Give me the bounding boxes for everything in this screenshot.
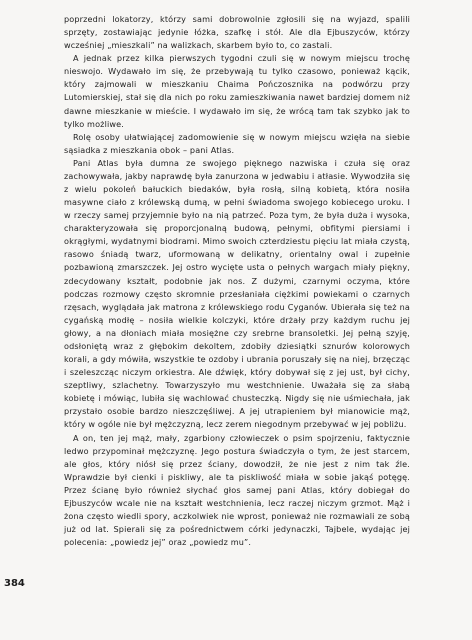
page-number: 384: [4, 578, 25, 589]
paragraph: A on, ten jej mąż, mały, zgarbiony człowieczek o psim spojrzeniu, faktycznie ledwo przypominał mężczyznę. Jego postura świadczyła o tym, że jest starcem, ale głos, który niósł się przez ściany, dowodził, że nie jest z nim tak źle. Wprawdzie był cienki i piskliwy, ale ta piskliwość miała w sobie jakąś potęgę. Przez ścianę było również słychać głos samej pani Atlas, który dobiegał do Ejbuszyców wcale nie na kształt westchnienia, lecz raczej niczym grzmot. Mąż i żona często wiedli spory, aczkolwiek nie wprost, ponieważ nie rozmawiali ze sobą już od lat. Spierali się za pośrednictwem córki jedynaczki, Tajbele, wydając jej polecenia: „powiedz jej” oraz „powiedz mu”.: [64, 432, 410, 548]
book-page-body: [64, 13, 410, 549]
paragraph: A jednak przez kilka pierwszych tygodni czuli się w nowym miejscu trochę nieswojo. Wydawało im się, że przebywają tu tylko czasowo, ponieważ kącik, który zajmowali w mieszkaniu Chaima Pończosznika na podwórzu przy Lutomierskiej, stał się dla nich po roku zamieszkiwania nawet bardziej domem niż dawne mieszkanie w mieście. I wydawało im się, że wrócą tam tak szybko jak to tylko możliwe.: [64, 53, 410, 129]
paragraph: Rolę osoby ułatwiającej zadomowienie się w nowym miejscu wzięła na siebie sąsiadka z mieszkania obok – pani Atlas.: [64, 131, 410, 155]
paragraph: poprzedni lokatorzy, którzy sami dobrowolnie zgłosili się na wyjazd, spalili sprzęty, zostawiając jedynie łóżka, szafkę i stół. Ale dla Ejbuszyców, którzy wcześniej „mieszkali” na walizkach, skarbem było to, co zastali.: [64, 14, 410, 51]
paragraph: Pani Atlas była dumna ze swojego pięknego nazwiska i czuła się oraz zachowywała, jakby naprawdę była zanurzona w jedwabiu i atłasie. Wywodziła się z wielu pokoleń bałuckich biedaków, była rosłą, silną kobietą, która nosiła masywne ciało z królewską dumą, w pełni świadoma swojego kobiecego uroku. I w rzeczy samej przyjemnie było na nią patrzeć. Poza tym, że była duża i wysoka, charakteryzowała się proporcjonalną budową, pełnymi, obfitymi piersiami i okrągłymi, wydatnymi biodrami. Mimo swoich czterdziestu pięciu lat miała czystą, rasowo śniadą twarz, uformowaną w delikatny, orientalny owal i zupełnie pozbawioną zmarszczek. Jej ostro wycięte usta o pełnych wargach miały piękny, zdecydowany kształt, podobnie jak nos. Z dużymi, czarnymi oczyma, które podczas rozmowy często skromnie przesłaniała ciężkimi powiekami o czarnych rzęsach, wyglądała jak matrona z królewskiego rodu Cyganów. Ubierała się też na cygańską modłę – nosiła wielkie kolczyki, które drżały przy każdym ruchu jej głowy, a na dłoniach miała mosiężne czy srebrne bransoletki. Jej pełną szyję, odsłoniętą wraz z głębokim dekoltem, zdobiły dziesiątki sznurów kolorowych korali, a gdy mówiła, wszystkie te ozdoby i ubrania poruszały się na niej, brzęcząc i szeleszcząc niczym orkiestra. Ale dźwięk, który dobywał się z jej ust, był cichy, szeptliwy, szlachetny. Towarzyszyło mu westchnienie. Uważała się za słabą kobietę i mówiąc, lubiła się wachlować chusteczką. Nigdy się nie uśmiechała, jak przystało osobie bardzo nieszczęśliwej. A jej utrapieniem był mianowicie mąż, który w ogóle nie był mężczyzną, lecz zerem niegodnym przebywać w jej pobliżu.: [64, 157, 410, 430]
